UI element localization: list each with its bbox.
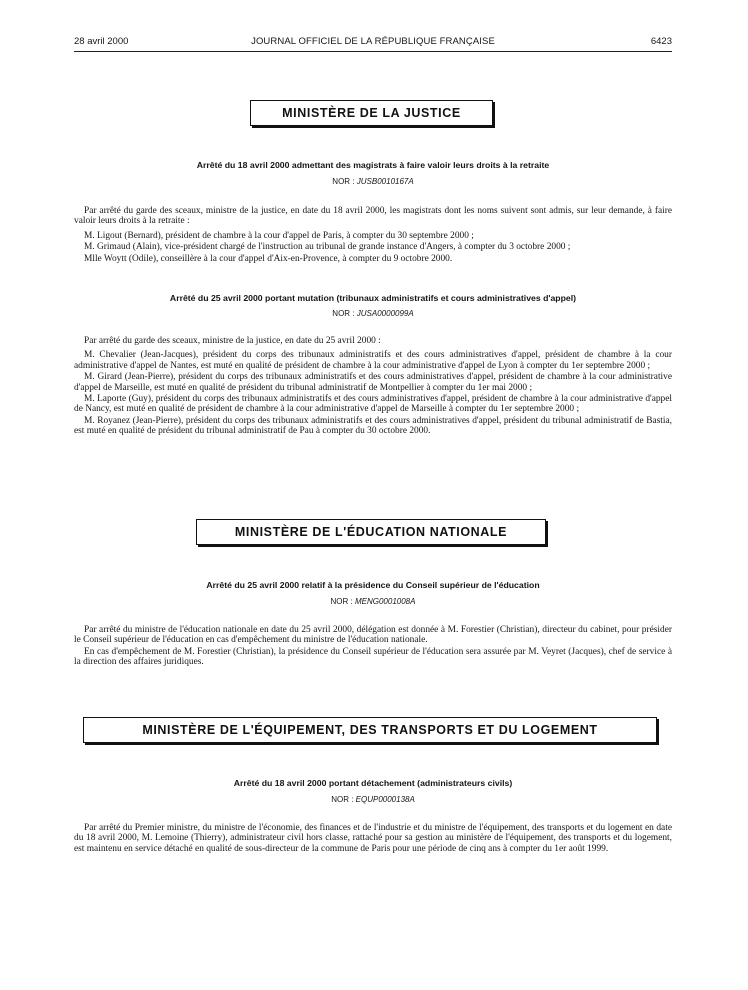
arrete-body [74,625,672,669]
arrete-body [74,823,672,855]
paragraph: Par arrêté du ministre de l'éducation nationale en date du 25 avril 2000, délégation est donnée à M. Forestier (Christian), directeur du cabinet, pour présider le Conseil supérieur de l'éducation en cas d'empêchement du ministre de l'éducation nationale. [74,625,672,646]
nor-label: NOR : [331,795,354,804]
nor-label: NOR : [332,177,355,186]
paragraph: M. Royanez (Jean-Pierre), président du corps des tribunaux administratifs et des cours administratives d'appel, président du tribunal administratif de Bastia, est muté en qualité de président du tribunal administratif de Pau à compter du 30 octobre 2000. [74,415,672,437]
nor-reference [74,795,672,805]
ministry-heading-education: MINISTÈRE DE L'ÉDUCATION NATIONALE [196,519,546,545]
ministry-heading-justice: MINISTÈRE DE LA JUSTICE [250,100,493,126]
paragraph: M. Grimaud (Alain), vice-président chargé de l'instruction au tribunal de grande instance d'Angers, à compter du 3 octobre 2000 ; [84,242,571,253]
journal-title: JOURNAL OFFICIEL DE LA RÉPUBLIQUE FRANÇAISE [251,36,495,47]
arrete-body [74,336,672,438]
arrete-title: Arrêté du 25 avril 2000 relatif à la présidence du Conseil supérieur de l'éducation [206,580,540,590]
nor-reference [74,309,672,319]
paragraph: En cas d'empêchement de M. Forestier (Christian), la présidence du Conseil supérieur de l'éducation sera assurée par M. Veyret (Jacques), chef de service à la direction des affaires juridiques. [74,646,672,668]
nor-code: EQUP0000138A [355,795,415,804]
nor-code: MENG0001008A [354,597,416,606]
nor-label: NOR : [332,309,355,318]
page-number: 6423 [650,36,672,47]
paragraph: Par arrêté du garde des sceaux, ministre de la justice, en date du 18 avril 2000, les magistrats dont les noms suivent sont admis, sur leur demande, à faire valoir leurs droits à la retraite : [74,206,672,227]
nor-reference [74,597,672,607]
running-header [74,36,672,50]
nor-reference [74,177,672,187]
arrete-title: Arrêté du 18 avril 2000 admettant des magistrats à faire valoir leurs droits à la retraite [196,160,550,170]
arrete-title: Arrêté du 18 avril 2000 portant détachement (administrateurs civils) [233,778,513,788]
paragraph: Par arrêté du Premier ministre, du ministre de l'économie, des finances et de l'industrie et du ministre de l'équipement, des transports et du logement en date du 18 avril 2000, M. Lemoine (Thierry), administrateur civil hors classe, rattaché pour sa gestion au ministère de l'équipement, des transports et du logement, est maintenu en service détaché en qualité de sous-directeur de la commune de Paris pour une période de cinq ans à compter du 1er août 1999. [74,823,672,854]
nor-label: NOR : [330,597,353,606]
nor-code: JUSB0010167A [356,177,414,186]
paragraph: Par arrêté du garde des sceaux, ministre de la justice, en date du 25 avril 2000 : [84,336,381,346]
ministry-heading-equipement: MINISTÈRE DE L'ÉQUIPEMENT, DES TRANSPORTS ET DU LOGEMENT [83,717,657,743]
arrete-body [74,206,672,265]
header-divider [74,51,672,52]
paragraph: M. Laporte (Guy), président du corps des tribunaux administratifs et des cours administratives d'appel, président de chambre à la cour administrative d'appel de Nancy, est muté en qualité de président de chambre à la cour administrative d'appel de Marseille à compter du 1er septembre 2000 ; [74,394,672,415]
arrete-title: Arrêté du 25 avril 2000 portant mutation (tribunaux administratifs et cours administratives d'appel) [169,293,577,303]
paragraph: Mlle Woytt (Odile), conseillère à la cour d'appel d'Aix-en-Provence, à compter du 9 octobre 2000. [84,253,453,264]
paragraph: M. Girard (Jean-Pierre), président du corps des tribunaux administratifs et des cours administratives d'appel, président de chambre à la cour administrative d'appel de Marseille, est muté en qualité de président du tribunal administratif de Montpellier à compter du 1er mai 2000 ; [74,372,672,393]
paragraph: M. Ligout (Bernard), président de chambre à la cour d'appel de Paris, à compter du 30 septembre 2000 ; [84,230,474,241]
paragraph: M. Chevalier (Jean-Jacques), président du corps des tribunaux administratifs et des cours administratives d'appel, président de chambre à la cour administrative d'appel de Nantes, est muté en qualité de président de chambre à la cour administrative d'appel de Lyon à compter du 1er septembre 2000 ; [74,350,672,371]
header-date: 28 avril 2000 [74,36,129,47]
nor-code: JUSA0000099A [356,309,414,318]
